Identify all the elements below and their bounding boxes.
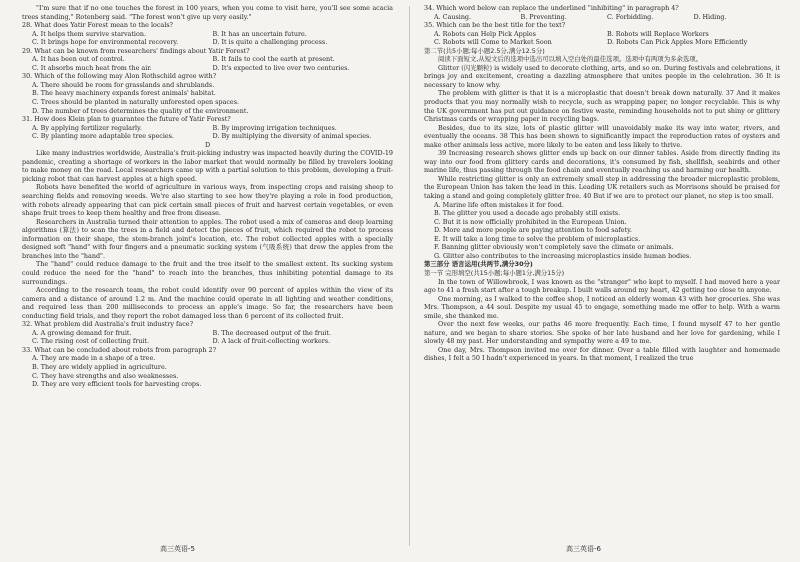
question-35: 35. Which can be the best title for the text? [424, 21, 566, 30]
option[interactable]: D. By multiplying the diversity of animal species. [212, 132, 372, 141]
cloze-paragraph: One morning, as I walked to the coffee shop, I noticed an elderly woman 43 with her groceries. She was Mrs. Thompson, a 44 soul. Despite my usual 45 to engage, something made me offer to help. With a warm smile, she thanked me. [424, 294, 780, 320]
passage-paragraph: According to the research team, the robot could identify over 90 percent of apples within the view of its camera and a distance of around 1.2 m. And the machine could operate in all lighting and weather conditions, and required less than 200 milliseconds to process an apple's image. So far, the researchers have been conducting field trials, and they report the robot damaged less than 6 percent of its collected fruit. [22, 286, 393, 320]
left-column [22, 4, 393, 538]
option[interactable]: C. They have strengths and also weaknesses. [32, 371, 179, 380]
section-instructions: 阅读下面短文,从短文后的选项中选出可以填入空白处的最佳选项。选项中有两项为多余选项。 [438, 55, 703, 64]
option[interactable]: C. By planting more adaptable tree species. [32, 132, 174, 141]
subsection-heading: 第一节 完形填空(共15小题;每小题1分,满分15分) [424, 268, 565, 277]
section-heading: 第二节(共5小题;每小题2.5分,满分12.5分) [424, 46, 545, 55]
option[interactable]: C. It brings hope for environmental recovery. [32, 38, 179, 47]
option[interactable]: B. Robots will Replace Workers [607, 29, 709, 38]
option[interactable]: A. They are made in a shape of a tree. [32, 354, 156, 363]
option[interactable]: E. It will take a long time to solve the problem of microplastics. [434, 234, 641, 243]
question-31: 31. How does Klein plan to guarantee the future of Yatir Forest? [22, 115, 231, 124]
q29-options [22, 55, 393, 72]
option[interactable]: C. Trees should be planted in naturally unforested open spaces. [32, 98, 240, 107]
option[interactable]: C. But it is now officially prohibited in the European Union. [434, 217, 627, 226]
q31-options [22, 124, 393, 141]
option[interactable]: B. By improving irrigation techniques. [212, 123, 337, 132]
option[interactable]: D. A lack of fruit-collecting workers. [212, 337, 331, 346]
q32-options [22, 329, 393, 346]
option[interactable]: A. Robots can Help Pick Apples [434, 29, 536, 38]
passage-paragraph: 39 Increasing research shows glitter ends up back on our dinner tables. Aside from directly finding its way into our food from glittery cards and decorations, it's consumed by fish, shellfish, seabirds and other marine life, thus passing through the food chain and eventually reaching us and harming our health. [424, 149, 780, 175]
option[interactable]: A. There should be room for grasslands and shrublands. [32, 80, 215, 89]
option[interactable]: G. Glitter also contributes to the increasing microplastics inside human bodies. [434, 251, 692, 260]
q34-options [424, 13, 780, 22]
option[interactable]: A. By applying fertilizer regularly. [32, 123, 142, 132]
passage-paragraph: Besides, due to its size, lots of plastic glitter will unavoidably make its way into water, rivers, and eventually the oceans. 38 This has been shown to significantly impact the reproduction rates of oysters and make other animals less active, more likely to be eaten and less likely to thrive. [424, 123, 780, 149]
question-33: 33. What can be concluded about robots from paragraph 2? [22, 345, 217, 354]
right-column [424, 4, 780, 538]
option[interactable]: D. The number of trees determines the quality of the environment. [32, 106, 249, 115]
option[interactable]: D. They are very efficient tools for harvesting crops. [32, 380, 202, 389]
option[interactable]: B. The decreased output of the fruit. [212, 328, 331, 337]
option[interactable]: A. Marine life often mistakes it for food. [434, 200, 564, 209]
option[interactable]: B. The glitter you used a decade ago probably still exists. [434, 209, 621, 218]
question-30: 30. Which of the following may Alon Rothschild agree with? [22, 72, 217, 81]
passage-paragraph: Like many industries worldwide, Australia's fruit-picking industry was impacted heavily during the COVID-19 pandemic, creating a shortage of workers in the labor market that would normally be filled by travelers looking to make money on the road. Local researchers came up with a partial solution to this problem, developing a fruit-picking robot that can harvest apples at a high speed. [22, 149, 393, 183]
option[interactable]: D. It is quite a challenging process. [212, 38, 328, 47]
passage-paragraph: The problem with glitter is that it is a microplastic that doesn't break down naturally. 37 And it makes products that you may normally wish to recycle, such as wrapping paper, no longer recyclable. This is why the UK government has put out guidance on festive waste, reminding households not to put shiny or glittery Christmas cards or wrapping paper in recycling bags. [424, 89, 780, 124]
option[interactable]: A. A growing demand for fruit. [32, 328, 132, 337]
cloze-paragraph: One day, Mrs. Thompson invited me over for dinner. Over a table filled with laughter and homemade dishes, I felt a 50 I hadn't experienced in years. In that moment, I realized the true [424, 345, 780, 363]
passage-paragraph: Researchers in Australia turned their attention to apples. The robot used a mix of cameras and deep learning algorithms (算法) to scan the trees in a field and detect the pieces of fruit, which required the robot to process information on their shape, the stem-branch joint's location, etc. The robot collected apples with a specially designed soft "hand" with four fingers and a pneumatic sucking system (气吸系统) that drew the apples from the branches into the "hand". [22, 217, 393, 260]
option[interactable]: D. It's expected to live over two centuries. [212, 63, 350, 72]
option[interactable]: B. They are widely applied in agriculture. [32, 362, 167, 371]
option[interactable]: B. Preventing. [520, 12, 567, 21]
cloze-paragraph: In the town of Willowbrook, I was known as the "stranger" who kept to myself. I had moved here a year ago to 41 a fresh start after a tough breakup. I built walls around my heart, 42 getting too close to anyone. [424, 277, 780, 295]
cloze-paragraph: Over the next few weeks, our paths 46 more frequently. Each time, I found myself 47 to her gentle nature, and we began to share stories. She spoke of her late husband and her love for gardening, while I slowly 48 my past. Her understanding and sympathy were a 49 to me. [424, 320, 780, 346]
page-footer-right: 高三英语-6 [566, 545, 601, 553]
column-divider [409, 6, 410, 546]
option[interactable]: D. Robots Can Pick Apples More Efficiently [607, 38, 748, 47]
option[interactable]: A. It helps them survive starvation. [32, 29, 146, 38]
option[interactable]: C. The rising cost of collecting fruit. [32, 337, 150, 346]
passage-paragraph: Robots have benefited the world of agriculture in various ways, from inspecting crops and raising sheep to searching fields and removing weeds. We're also starting to see how they're playing a role in food production, with robots already appearing that can pick certain small pieces of fruit and harvest certain vegetables, or even shape fruit trees to keep them healthy and free from disease. [22, 183, 393, 218]
option[interactable]: A. It has been out of control. [32, 55, 125, 64]
option[interactable]: C. Forbidding. [607, 12, 654, 21]
question-34: 34. Which word below can replace the underlined "inhibiting" in paragraph 4? [424, 4, 679, 12]
q35-options [424, 30, 780, 47]
option[interactable]: D. More and more people are paying attention to food safety. [434, 226, 632, 235]
section-letter: D [204, 140, 211, 149]
passage-paragraph: While restricting glitter is only an extremely small step in addressing the broader microplastic problem, the European Union has taken the lead in this. Leading UK retailers such as Morrisons should be praised for taking a stand and going completely glitter free. 40 But if we are to protect our planet, no step is too small. [424, 174, 780, 201]
question-32: 32. What problem did Australia's fruit industry face? [22, 320, 194, 329]
option[interactable]: F. Banning glitter obviously won't completely save the climate or animals. [434, 243, 674, 252]
option[interactable]: B. It has an uncertain future. [212, 29, 307, 38]
option[interactable]: C. It absorbs much heat from the air. [32, 63, 152, 72]
question-28: 28. What does Yatir Forest mean to the locals? [22, 21, 173, 30]
option[interactable]: B. The heavy machinery expands forest animals' habitat. [32, 89, 216, 98]
option[interactable]: C. Robots will Come to Market Soon [434, 38, 552, 47]
q28-options [22, 30, 393, 47]
passage-paragraph: Glitter (闪光颗粒) is widely used to decorate clothing, arts, and so on. During festivals and celebrations, it brings joy and excitement, creating a dazzling atmosphere that unites people in the celebration. 36 It is necessary to know why. [424, 63, 780, 89]
intro-paragraph: "I'm sure that if no one touches the forest in 100 years, when you come to visit here, you'll see some acacia trees standing," Rotenberg said. "The forest won't give up very easily." [22, 4, 393, 21]
page-footer-left: 高三英语-5 [160, 545, 195, 553]
option[interactable]: B. It fails to cool the earth at present. [212, 55, 335, 64]
question-29: 29. What can be known from researchers' findings about Yatir Forest? [22, 46, 250, 55]
option[interactable]: D. Hiding. [693, 12, 727, 21]
passage-paragraph: The "hand" could reduce damage to the fruit and the tree itself to the smallest extent. Its sucking system could reduce the need for the "hand" to reach into the branches, thus inhibiting potential damage to its surroundings. [22, 260, 393, 286]
part-heading: 第三部分 语言运用(共两节,满分30分) [424, 260, 533, 269]
option[interactable]: A. Causing. [434, 12, 472, 21]
